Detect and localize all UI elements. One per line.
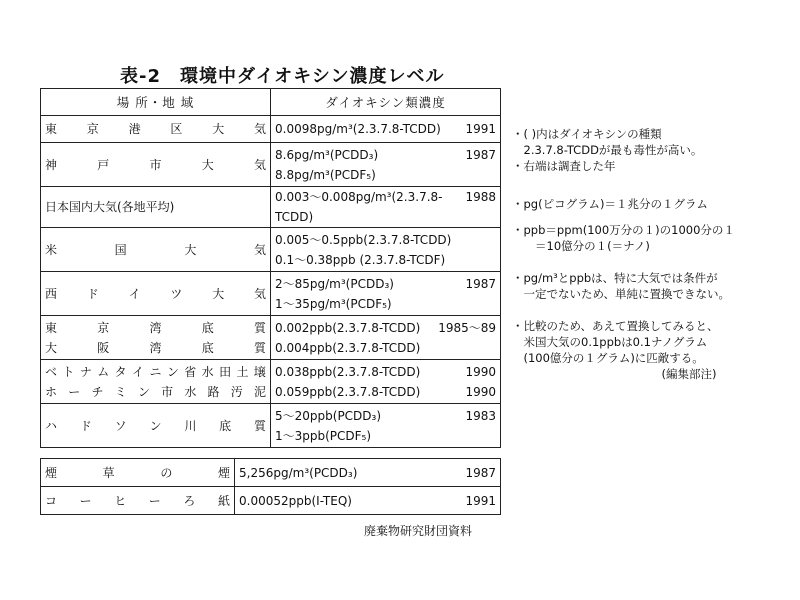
survey-year: 1988 [465,190,496,204]
note-line: 2.3.7.8-TCDDが最も毒性が高い。 [512,143,703,157]
note-item [512,222,735,254]
value-line [275,119,496,139]
place-cell [41,487,235,515]
place-char: 煙 [217,465,230,480]
place-cell [41,316,271,360]
place-char: チ [91,384,104,399]
place-char: ベ [45,364,58,379]
place-char: 気 [253,242,266,257]
value-text: 5,256pg/m³(PCDD₃) [239,465,358,480]
concentration-cell [271,272,501,316]
place-char: 土 [236,364,249,379]
note-line: ・右端は調査した年 [512,159,616,173]
place-char: 質 [253,418,266,433]
note-item [512,318,719,382]
value-line [275,230,496,250]
value-line [275,362,496,382]
value-text: 2～85pg/m³(PCDD₃) [275,276,394,291]
table-row [41,228,501,272]
value-line [275,145,496,165]
place-cell [41,228,271,272]
value-text: 8.6pg/m³(PCDD₃) [275,147,379,162]
place-name [45,338,266,358]
place-char: ヒ [114,493,127,508]
place-char: 阪 [97,340,110,355]
place-char: 田 [219,364,232,379]
table-row [41,316,501,360]
value-line [275,274,496,294]
place-char: ン [137,384,150,399]
table-row [41,404,501,448]
place-char: 気 [253,157,266,172]
value-text: 0.0098pg/m³(2.3.7.8-TCDD) [275,122,441,136]
value-text: 0.002ppb(2.3.7.8-TCDD) [275,320,421,335]
note-line: ・pg/m³とppbは、特に大気では条件が [512,271,718,285]
value-line [275,406,496,426]
place-char: ン [149,418,162,433]
survey-year: 1987 [465,147,496,162]
table-row [41,360,501,404]
place-char: ト [62,364,75,379]
place-char: 大 [201,157,214,172]
place-name [45,491,230,511]
value-text: 1～3ppb(PCDF₅) [275,428,372,443]
header-place: 場 所・地 域 [41,89,271,116]
place-cell [41,404,271,448]
concentration-cell [271,143,501,187]
place-name [45,155,266,175]
value-line [275,318,496,338]
note-line: (編集部注) [512,367,717,381]
place-char: 大 [212,122,225,136]
place-char: ホ [45,384,58,399]
table-row [41,487,501,515]
place-char: ろ [183,493,196,508]
place-char: 大 [212,286,225,301]
table-row [41,459,501,487]
table-row [41,272,501,316]
value-text: 0.005～0.5ppb(2.3.7.8-TCDD) [275,232,452,247]
place-name [45,119,266,139]
dioxin-table [40,88,501,448]
value-line [275,382,496,402]
place-char: ン [166,364,179,379]
place-name: 日本国内大気(各地平均) [45,200,175,214]
place-char: 国 [114,242,127,257]
place-char: ナ [79,364,92,379]
place-name [45,318,266,338]
value-text: 0.038ppb(2.3.7.8-TCDD) [275,364,421,379]
place-cell [41,187,271,228]
value-text: 0.004ppb(2.3.7.8-TCDD) [275,340,421,355]
place-char: 川 [184,418,197,433]
survey-year: 1987 [465,465,496,480]
place-char: イ [132,364,145,379]
survey-year: 1983 [465,408,496,423]
place-char: 路 [207,384,220,399]
place-char: 草 [102,465,115,480]
place-char: 壌 [253,364,266,379]
value-line [275,165,496,185]
table-title: 表-2 環境中ダイオキシン濃度レベル [120,66,445,87]
place-name [45,240,266,260]
header-concentration: ダイオキシン類濃度 [271,89,501,116]
place-char: 京 [97,320,110,335]
place-char: コ [45,493,58,508]
value-line [275,187,496,227]
place-char: 底 [219,418,232,433]
value-text: 8.8pg/m³(PCDF₅) [275,167,376,182]
value-text: 5～20ppb(PCDD₃) [275,408,382,423]
value-line [239,463,496,483]
note-line: ・( )内はダイオキシンの種類 [512,127,662,141]
note-line: (100億分の１グラム)に匹敵する。 [512,351,704,365]
place-char: 京 [86,122,99,136]
survey-year: 1990 [465,364,496,379]
place-char: 神 [45,157,58,172]
concentration-cell [271,316,501,360]
place-char: 大 [45,340,58,355]
place-name [45,362,266,382]
value-text: 0.1～0.38ppb (2.3.7.8-TCDF) [275,252,446,267]
place-char: ニ [149,364,162,379]
source-note: 廃棄物研究財団資料 [364,524,473,538]
survey-year: 1991 [465,493,496,508]
place-char: 底 [201,320,214,335]
place-char: 質 [253,320,266,335]
note-line: ・比較のため、あえて置換してみると、 [512,319,719,333]
value-line [239,491,496,511]
value-line [275,294,496,314]
place-char: 水 [201,364,214,379]
table-header-row [41,89,501,116]
place-char: ム [97,364,110,379]
place-cell [41,143,271,187]
survey-year: 1985～89 [438,320,496,335]
place-char: ハ [45,418,58,433]
place-char: ツ [170,286,183,301]
table-row [41,187,501,228]
place-name [45,416,266,436]
table-row [41,143,501,187]
concentration-cell [271,187,501,228]
place-char: 省 [184,364,197,379]
place-char: 気 [253,286,266,301]
place-char: 紙 [217,493,230,508]
place-char: 市 [149,157,162,172]
place-char: 気 [253,122,266,136]
note-line: ・pg(ピコグラム)＝１兆分の１グラム [512,197,708,211]
note-item [512,270,730,302]
place-char: ー [79,493,92,508]
place-char: ー [68,384,81,399]
note-line: ＝10億分の１(＝ナノ) [512,239,650,253]
place-char: 米 [45,242,58,257]
place-char: ー [148,493,161,508]
place-char: 泥 [253,384,266,399]
place-name [45,463,230,483]
place-char: 東 [45,122,58,136]
place-cell [41,360,271,404]
place-char: 区 [170,122,183,136]
place-char: 湾 [149,320,162,335]
value-text: 0.059ppb(2.3.7.8-TCDD) [275,384,421,399]
place-name [45,382,266,402]
survey-year: 1991 [465,122,496,136]
place-char: ソ [114,418,127,433]
place-char: 東 [45,320,58,335]
place-char: 市 [161,384,174,399]
place-char: 煙 [45,465,58,480]
place-char: 底 [201,340,214,355]
table-row [41,116,501,143]
concentration-cell [235,487,501,515]
note-line: ・ppb＝ppm(100万分の１)の1000分の１ [512,223,735,237]
note-line: 一定でないため、単純に置換できない。 [512,287,731,301]
value-text: 0.00052ppb(I-TEQ) [239,493,352,508]
place-char: 汚 [230,384,243,399]
concentration-cell [271,116,501,143]
value-text: 0.003～0.008pg/m³(2.3.7.8-TCDD) [275,190,443,224]
note-item [512,126,702,174]
place-char: 湾 [149,340,162,355]
place-char: ド [79,418,92,433]
place-cell [41,116,271,143]
value-text: 1～35pg/m³(PCDF₅) [275,296,392,311]
value-line [275,426,496,446]
value-line [275,250,496,270]
concentration-cell [271,360,501,404]
place-char: 港 [128,122,141,136]
note-item [512,196,708,212]
place-char: 戸 [97,157,110,172]
concentration-cell [235,459,501,487]
place-char: 西 [45,286,58,301]
place-char: 水 [184,384,197,399]
place-char: タ [114,364,127,379]
place-cell [41,459,235,487]
survey-year: 1990 [465,384,496,399]
place-cell [41,272,271,316]
note-line: 米国大気の0.1ppbは0.1ナノグラム [512,335,708,349]
place-char: ド [86,286,99,301]
place-char: ミ [114,384,127,399]
value-line [275,338,496,358]
concentration-cell [271,228,501,272]
survey-year: 1987 [465,276,496,291]
reference-table [40,458,501,515]
place-char: イ [128,286,141,301]
concentration-cell [271,404,501,448]
place-name [45,284,266,304]
place-char: 質 [253,340,266,355]
place-char: 大 [184,242,197,257]
place-char: の [160,465,173,480]
